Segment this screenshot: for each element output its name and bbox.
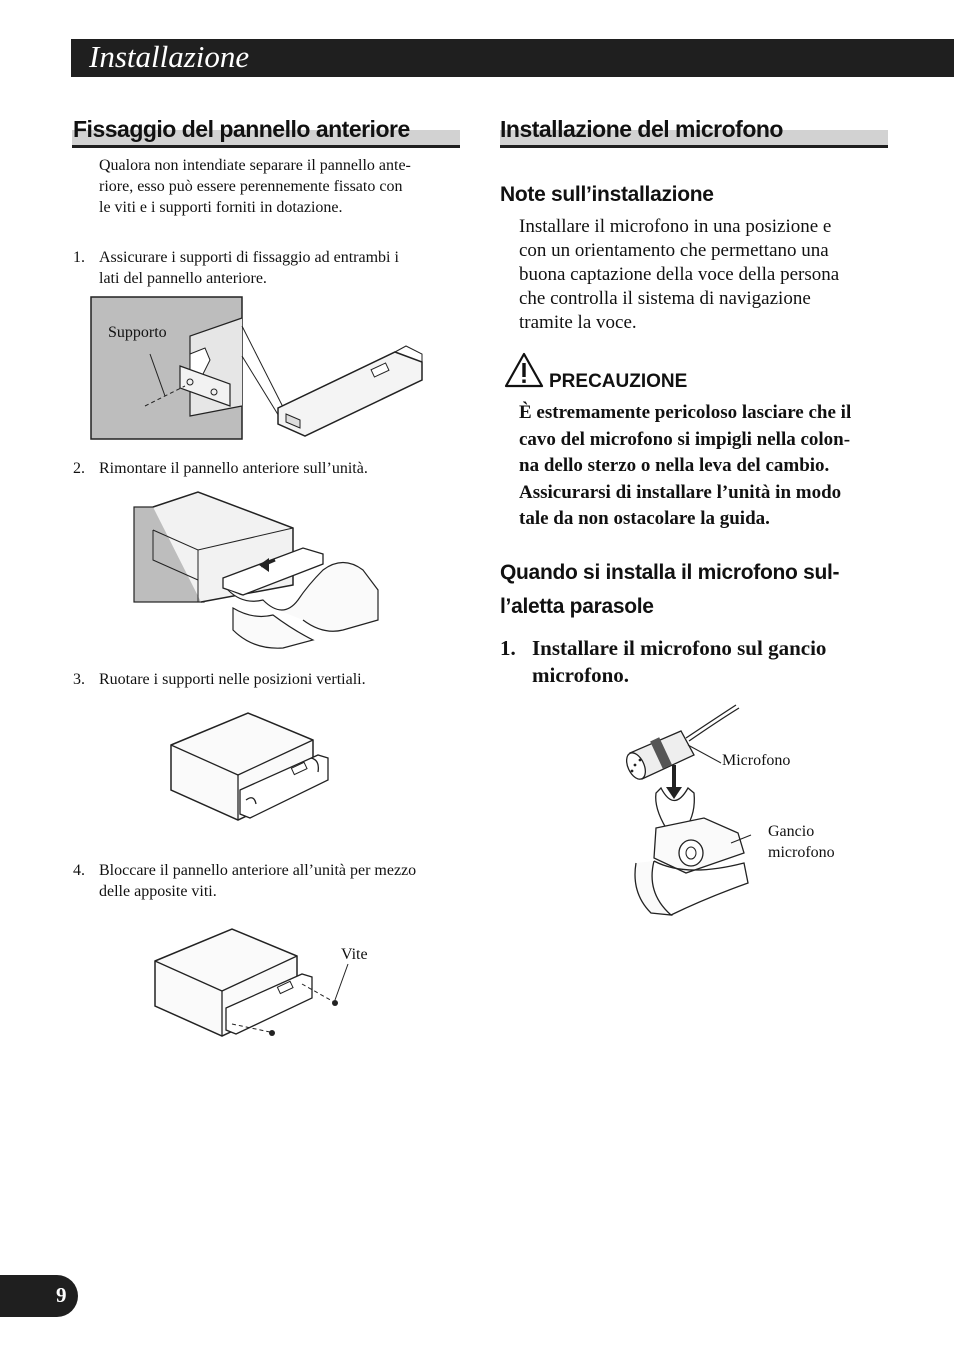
chapter-header-bar xyxy=(71,39,954,77)
right-section-title: Installazione del microfono xyxy=(500,116,783,142)
left-section-title: Fissaggio del pannello anteriore xyxy=(73,116,410,142)
figure-rotate-brackets xyxy=(168,710,334,826)
note-text: Installare il microfono in una posizione e con un orientamento che permettano una buona captazione della voce della persona che controlla il sistema di navigazione tramite la voce. xyxy=(519,216,840,333)
warning-triangle-icon xyxy=(504,352,544,388)
label-microfono: Microfono xyxy=(722,752,791,769)
note-title: Note sull’installazione xyxy=(500,183,714,206)
label-supporto: Supporto xyxy=(108,324,167,341)
figure-screws xyxy=(152,926,352,1042)
label-gancio-microfono: Gancio microfono xyxy=(768,823,835,861)
sun-visor-subtitle: Quando si installa il microfono sul- l’aletta parasole xyxy=(500,561,840,618)
left-intro: Qualora non intendiate separare il pannello ante- riore, esso può essere perennemente fissato con le viti e i supporti forniti in dotazione. xyxy=(99,157,411,216)
label-vite: Vite xyxy=(341,946,368,963)
page-number: 9 xyxy=(56,1283,67,1307)
caution-text: È estremamente pericoloso lasciare che il cavo del microfono si impigli nella colon- na dello sterzo o nella leva del cambio. Assicurarsi di installare l’unità in modo tale da non ostacolare la guida. xyxy=(519,402,852,529)
figure-bracket-attach xyxy=(90,296,426,442)
page-number-tab xyxy=(0,1275,78,1317)
figure-microphone-clip xyxy=(626,703,756,918)
caution-label: PRECAUZIONE xyxy=(549,371,688,392)
chapter-title: Installazione xyxy=(89,39,250,74)
figure-reattach-panel xyxy=(133,490,383,655)
